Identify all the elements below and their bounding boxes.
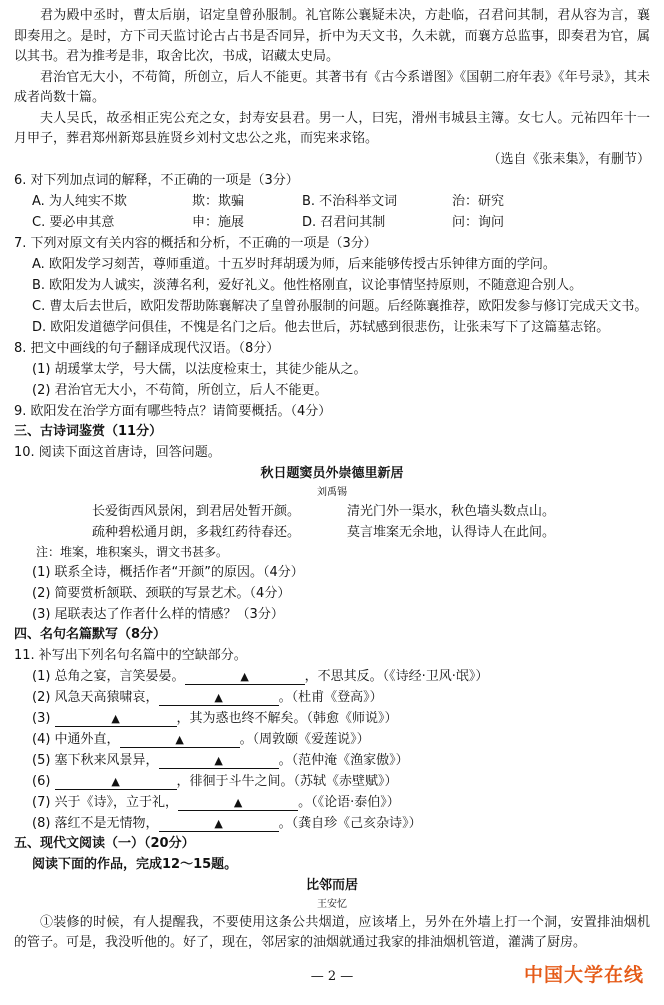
question-8-stem: 8. 把文中画线的句子翻译成现代汉语。（8分） (14, 340, 280, 356)
question-6-option-a: A. 为人纯实不欺 (32, 193, 127, 209)
fill-item-1-suffix: ，不思其反。（《诗经·卫风·氓》） (304, 668, 489, 684)
passage-paragraph-2: 君治官无大小，不苟简，所创立，后人不能更。其著书有《古今系谱图》《国朝二府年表》《年号录》，其未成者尚数十篇。 (14, 69, 650, 105)
question-8-sentence-2: (2) 君治官无大小，不苟简，所创立，后人不能更。 (32, 382, 328, 398)
question-6-option-c: C. 要必申其意 (32, 214, 115, 230)
fill-item-2-prefix: (2) 风急天高猿啸哀， (32, 689, 159, 705)
poem-line-2: 清光门外一渠水，秋色墙头数点山。 (347, 503, 556, 519)
question-6-option-c-gloss: 申：施展 (192, 214, 245, 230)
fill-item-7-suffix: 。（《论语·泰伯》） (298, 794, 400, 810)
question-10-sub-2: (2) 简要赏析颔联、颈联的写景艺术。（4分） (32, 585, 291, 601)
fill-item-4-prefix: (4) 中通外直， (32, 731, 120, 747)
question-10-stem: 10. 阅读下面这首唐诗，回答问题。 (14, 444, 221, 460)
question-6-option-b: B. 不治科举文词 (302, 193, 398, 209)
question-6-option-b-gloss: 治：研究 (452, 193, 505, 209)
poem-title: 秋日题窦员外崇德里新居 (260, 465, 404, 481)
fill-item-2 (14, 687, 650, 708)
question-6-option-d: D. 召君问其制 (302, 214, 386, 230)
answer-blank-6[interactable]: ▲ (55, 775, 177, 790)
fill-item-5-prefix: (5) 塞下秋来风景异， (32, 752, 159, 768)
question-11-stem: 11. 补写出下列名句名篇中的空缺部分。 (14, 647, 247, 663)
poem-line-1: 长爱街西风景闲，到君居处暂开颜。 (92, 503, 301, 519)
poem-author: 刘禹锡 (317, 486, 347, 498)
passage-source: （选自《张耒集》，有删节） (487, 151, 650, 167)
fill-item-7 (14, 792, 650, 813)
question-6-options-row-1 (14, 191, 650, 212)
question-8-sentence-1: (1) 胡瑗掌太学，号大儒，以法度检束士，其徒少能从之。 (32, 361, 367, 377)
fill-item-3 (14, 708, 650, 729)
fill-item-6-prefix: (6) (32, 773, 55, 789)
fill-item-1 (14, 666, 650, 687)
question-6-stem: 6. 对下列加点词的解释，不正确的一项是（3分） (14, 172, 299, 188)
answer-blank-8[interactable]: ▲ (159, 817, 279, 832)
fill-item-1-prefix: (1) 总角之宴，言笑晏晏。 (32, 668, 185, 684)
fill-item-3-suffix: ，其为惑也终不解矣。（韩愈《师说》） (176, 710, 398, 726)
fill-item-5-suffix: 。（范仲淹《渔家傲》） (278, 752, 409, 768)
question-10-sub-1: (1) 联系全诗，概括作者“开颜”的原因。（4分） (32, 564, 304, 580)
poem-row-2 (14, 522, 650, 543)
answer-blank-4[interactable]: ▲ (120, 733, 240, 748)
essay-title: 比邻而居 (305, 877, 358, 893)
poem-line-4: 莫言堆案无余地，认得诗人在此间。 (347, 524, 556, 540)
fill-item-3-prefix: (3) (32, 710, 55, 726)
passage-paragraph-3: 夫人吴氏，故丞相正宪公充之女，封寿安县君。男一人，曰宪，滑州韦城县主簿。女七人。元祐四年十一月甲子，葬君郑州新郑县旌贤乡刘村文忠公之兆，而宪来求铭。 (14, 110, 650, 146)
fill-item-4-suffix: 。（周敦颐《爱莲说》） (239, 731, 370, 747)
fill-item-8-prefix: (8) 落红不是无情物， (32, 815, 159, 831)
question-7-option-c: C. 曹太后去世后，欧阳发帮助陈襄解决了皇曾孙服制的问题。后经陈襄推荐，欧阳发参与修订完成天文书。 (32, 298, 648, 314)
section-3-heading: 三、古诗词鉴赏（11分） (14, 423, 163, 439)
fill-item-6 (14, 771, 650, 792)
poem-note: 注：堆案，堆积案头，谓文书甚多。 (36, 544, 229, 559)
fill-item-6-suffix: ，徘徊于斗牛之间。（苏轼《赤壁赋》） (176, 773, 398, 789)
fill-item-4 (14, 729, 650, 750)
page-number: — 2 — (310, 969, 354, 984)
exam-page (14, 6, 650, 954)
question-7-stem: 7. 下列对原文有关内容的概括和分析，不正确的一项是（3分） (14, 235, 377, 251)
answer-blank-3[interactable]: ▲ (55, 712, 177, 727)
question-7-option-a: A. 欧阳发学习刻苦，尊师重道。十五岁时拜胡瑗为师，后来能够传授古乐钟律方面的学问。 (32, 256, 556, 272)
question-7-option-b: B. 欧阳发为人诚实，淡薄名利，爱好礼义。他性格刚直，议论事情坚持原则，不随意迎合别人。 (32, 277, 583, 293)
question-7-option-d: D. 欧阳发道德学问俱佳，不愧是名门之后。他去世后，苏轼感到很悲伤，让张耒写下了这篇墓志铭。 (32, 319, 610, 335)
section-5-heading: 五、现代文阅读（一）（20分） (14, 835, 195, 851)
passage-paragraph-1: 君为殿中丞时，曹太后崩，诏定皇曾孙服制。礼官陈公襄疑未决，方赴临，召君问其制，君从容为言，襄即奏用之。是时，方下司天监讨论古占书是否同异，折中为天文书，久未就，而襄方总监事，即奏君为官，属以其书。君为推考是非，取舍比次，书成，诏藏太史局。 (14, 8, 650, 64)
question-6-option-a-gloss: 欺：欺骗 (192, 193, 245, 209)
fill-item-8 (14, 813, 650, 834)
reading-instruction: 阅读下面的作品，完成12～15题。 (32, 856, 238, 872)
fill-item-7-prefix: (7) 兴于《诗》，立于礼， (32, 794, 179, 810)
fill-item-8-suffix: 。（龚自珍《己亥杂诗》） (278, 815, 422, 831)
question-9: 9. 欧阳发在治学方面有哪些特点？请简要概括。（4分） (14, 403, 332, 419)
section-4-heading: 四、名句名篇默写（8分） (14, 626, 167, 642)
poem-line-3: 疏种碧松通月朗，多栽红药待春还。 (92, 524, 301, 540)
question-6-options-row-2 (14, 212, 650, 233)
question-6-option-d-gloss: 问：询问 (452, 214, 505, 230)
fill-item-5 (14, 750, 650, 771)
answer-blank-1[interactable]: ▲ (185, 670, 305, 685)
poem-row-1 (14, 501, 650, 522)
answer-blank-2[interactable]: ▲ (159, 691, 279, 706)
brand-watermark: 中国大学在线 (523, 964, 644, 986)
answer-blank-7[interactable]: ▲ (178, 796, 298, 811)
essay-paragraph-1: ①装修的时候，有人提醒我，不要使用这条公共烟道，应该堵上，另外在外墙上打一个洞，安置排油烟机的管子。可是，我没听他的。好了，现在，邻居家的油烟就通过我家的排油烟机管道，灌满了厨房。 (14, 914, 650, 950)
question-10-sub-3: (3) 尾联表达了作者什么样的情感？（3分） (32, 606, 284, 622)
essay-author: 王安忆 (317, 898, 347, 910)
fill-item-2-suffix: 。（杜甫《登高》） (278, 689, 383, 705)
answer-blank-5[interactable]: ▲ (159, 754, 279, 769)
